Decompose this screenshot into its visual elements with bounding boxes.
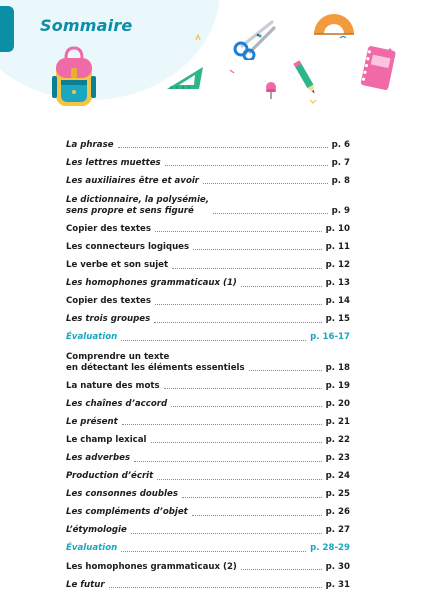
toc-entry-les-lettres-muettes[interactable] <box>66 152 350 168</box>
toc-entry-title: Les adverbes <box>66 453 131 463</box>
dot-leader <box>172 268 322 269</box>
backpack-illustration <box>50 46 98 110</box>
dot-leader <box>155 231 322 232</box>
toc-entry-title <box>66 195 209 216</box>
toc-entry-les-consonnes-doubles[interactable] <box>66 484 350 500</box>
toc-entry-les-chaines-d-accord[interactable] <box>66 393 350 409</box>
toc-page-number: p. 22 <box>325 434 350 445</box>
toc-page-number: p. 21 <box>325 416 350 427</box>
dot-leader <box>134 461 321 462</box>
toc-entry-title: Les lettres muettes <box>66 157 161 168</box>
toc-entry-evaluation-2[interactable] <box>66 538 350 554</box>
toc-entry-comprendre-un-texte[interactable] <box>66 345 350 373</box>
toc-entry-les-homophones-1[interactable] <box>66 273 350 289</box>
toc-entry-title: Évaluation <box>66 543 118 554</box>
dot-leader <box>131 533 322 534</box>
toc-entry-les-homophones-2[interactable] <box>66 556 350 572</box>
dot-leader <box>164 388 322 389</box>
toc-entry-title: Les auxiliaires être et avoir <box>66 175 200 186</box>
toc-page-number: p. 8 <box>331 175 350 186</box>
dot-leader <box>249 370 322 371</box>
dot-leader <box>203 183 328 184</box>
dot-leader <box>151 442 322 443</box>
toc-page-number: p. 23 <box>325 453 350 463</box>
dot-leader <box>171 406 322 407</box>
toc-page-number: p. 16-17 <box>310 332 350 343</box>
toc-entry-title: Le présent <box>66 416 118 427</box>
toc-entry-la-phrase[interactable] <box>66 134 350 150</box>
toc-entry-title: Copier des textes <box>66 223 151 234</box>
dot-leader <box>154 322 321 323</box>
dot-leader <box>121 551 306 552</box>
page-edge-tab <box>0 6 14 52</box>
toc-entry-title: Le verbe et son sujet <box>66 260 169 271</box>
table-of-contents <box>66 134 350 592</box>
toc-entry-title: La phrase <box>66 139 114 150</box>
toc-entry-title: Copier des textes <box>66 296 151 307</box>
dot-leader <box>122 424 322 425</box>
toc-page-number: p. 15 <box>325 314 350 325</box>
toc-page-number: p. 14 <box>325 296 350 307</box>
toc-entry-title: Le futur <box>66 579 105 590</box>
toc-entry-title: Les chaînes d’accord <box>66 398 168 409</box>
toc-page-number: p. 9 <box>331 205 350 216</box>
dot-leader <box>118 147 328 148</box>
toc-entry-title: Les homophones grammaticaux (1) <box>66 278 237 289</box>
toc-page-number: p. 30 <box>325 561 350 572</box>
toc-entry-title: Les homophones grammaticaux (2) <box>66 561 237 572</box>
toc-page-number: p. 18 <box>325 362 350 373</box>
toc-entry-title-line-2: sens propre et sens figuré <box>66 205 194 216</box>
dot-leader <box>182 497 322 498</box>
sparkle-decoration <box>190 30 400 110</box>
toc-entry-le-present[interactable] <box>66 411 350 427</box>
toc-page-number: p. 7 <box>331 157 350 168</box>
toc-entry-title <box>66 352 245 373</box>
page-title: Sommaire <box>40 16 133 35</box>
toc-entry-title-line-1: Comprendre un texte <box>66 352 170 363</box>
toc-entry-title: La nature des mots <box>66 380 160 391</box>
dot-leader <box>241 569 322 570</box>
toc-entry-title-line-2: en détectant les éléments essentiels <box>66 362 245 373</box>
toc-entry-title: L’étymologie <box>66 525 127 536</box>
dot-leader <box>157 479 321 480</box>
toc-entry-copier-des-textes[interactable] <box>66 218 350 234</box>
toc-page-number: p. 24 <box>325 471 350 482</box>
toc-entry-title: Le champ lexical <box>66 434 147 445</box>
toc-entry-title: Les compléments d’objet <box>66 507 188 518</box>
toc-page-number: p. 19 <box>325 380 350 391</box>
toc-page-number: p. 12 <box>325 260 350 271</box>
toc-page-number: p. 10 <box>325 223 350 234</box>
toc-entry-title: Évaluation <box>66 332 118 343</box>
toc-entry-le-dictionnaire[interactable] <box>66 188 350 216</box>
toc-entry-title: Les consonnes doubles <box>66 489 178 500</box>
toc-entry-title: Les trois groupes <box>66 314 151 325</box>
toc-entry-production-d-ecrit[interactable] <box>66 466 350 482</box>
toc-page-number: p. 13 <box>325 278 350 289</box>
dot-leader <box>121 340 306 341</box>
toc-page-number: p. 28-29 <box>310 543 350 554</box>
toc-entry-les-trois-groupes[interactable] <box>66 309 350 325</box>
toc-page-number: p. 11 <box>325 241 350 252</box>
toc-entry-la-nature-des-mots[interactable] <box>66 375 350 391</box>
toc-entry-evaluation-1[interactable] <box>66 327 350 343</box>
toc-entry-le-champ-lexical[interactable] <box>66 429 350 445</box>
toc-page-number: p. 26 <box>325 507 350 518</box>
toc-entry-les-adverbes[interactable] <box>66 448 350 464</box>
dot-leader <box>155 304 322 305</box>
toc-entry-le-verbe-et-son-sujet[interactable] <box>66 255 350 271</box>
toc-entry-title: Production d’écrit <box>66 471 154 482</box>
toc-page-number: p. 31 <box>325 579 350 590</box>
toc-entry-title-line-1: Le dictionnaire, la polysémie, <box>66 195 210 206</box>
toc-page-number: p. 6 <box>331 139 350 150</box>
toc-entry-l-etymologie[interactable] <box>66 520 350 536</box>
dot-leader <box>213 213 328 214</box>
toc-entry-copier-des-textes-2[interactable] <box>66 291 350 307</box>
toc-page-number: p. 27 <box>325 525 350 536</box>
dot-leader <box>192 515 322 516</box>
toc-entry-les-connecteurs-logiques[interactable] <box>66 236 350 252</box>
dot-leader <box>241 286 322 287</box>
toc-entry-le-futur[interactable] <box>66 574 350 590</box>
dot-leader <box>193 249 321 250</box>
toc-entry-les-complements-d-objet[interactable] <box>66 502 350 518</box>
toc-entry-les-auxiliaires[interactable] <box>66 170 350 186</box>
toc-page-number: p. 25 <box>325 489 350 500</box>
dot-leader <box>165 165 328 166</box>
toc-page-number: p. 20 <box>325 398 350 409</box>
dot-leader <box>109 587 322 588</box>
toc-entry-title: Les connecteurs logiques <box>66 241 190 252</box>
